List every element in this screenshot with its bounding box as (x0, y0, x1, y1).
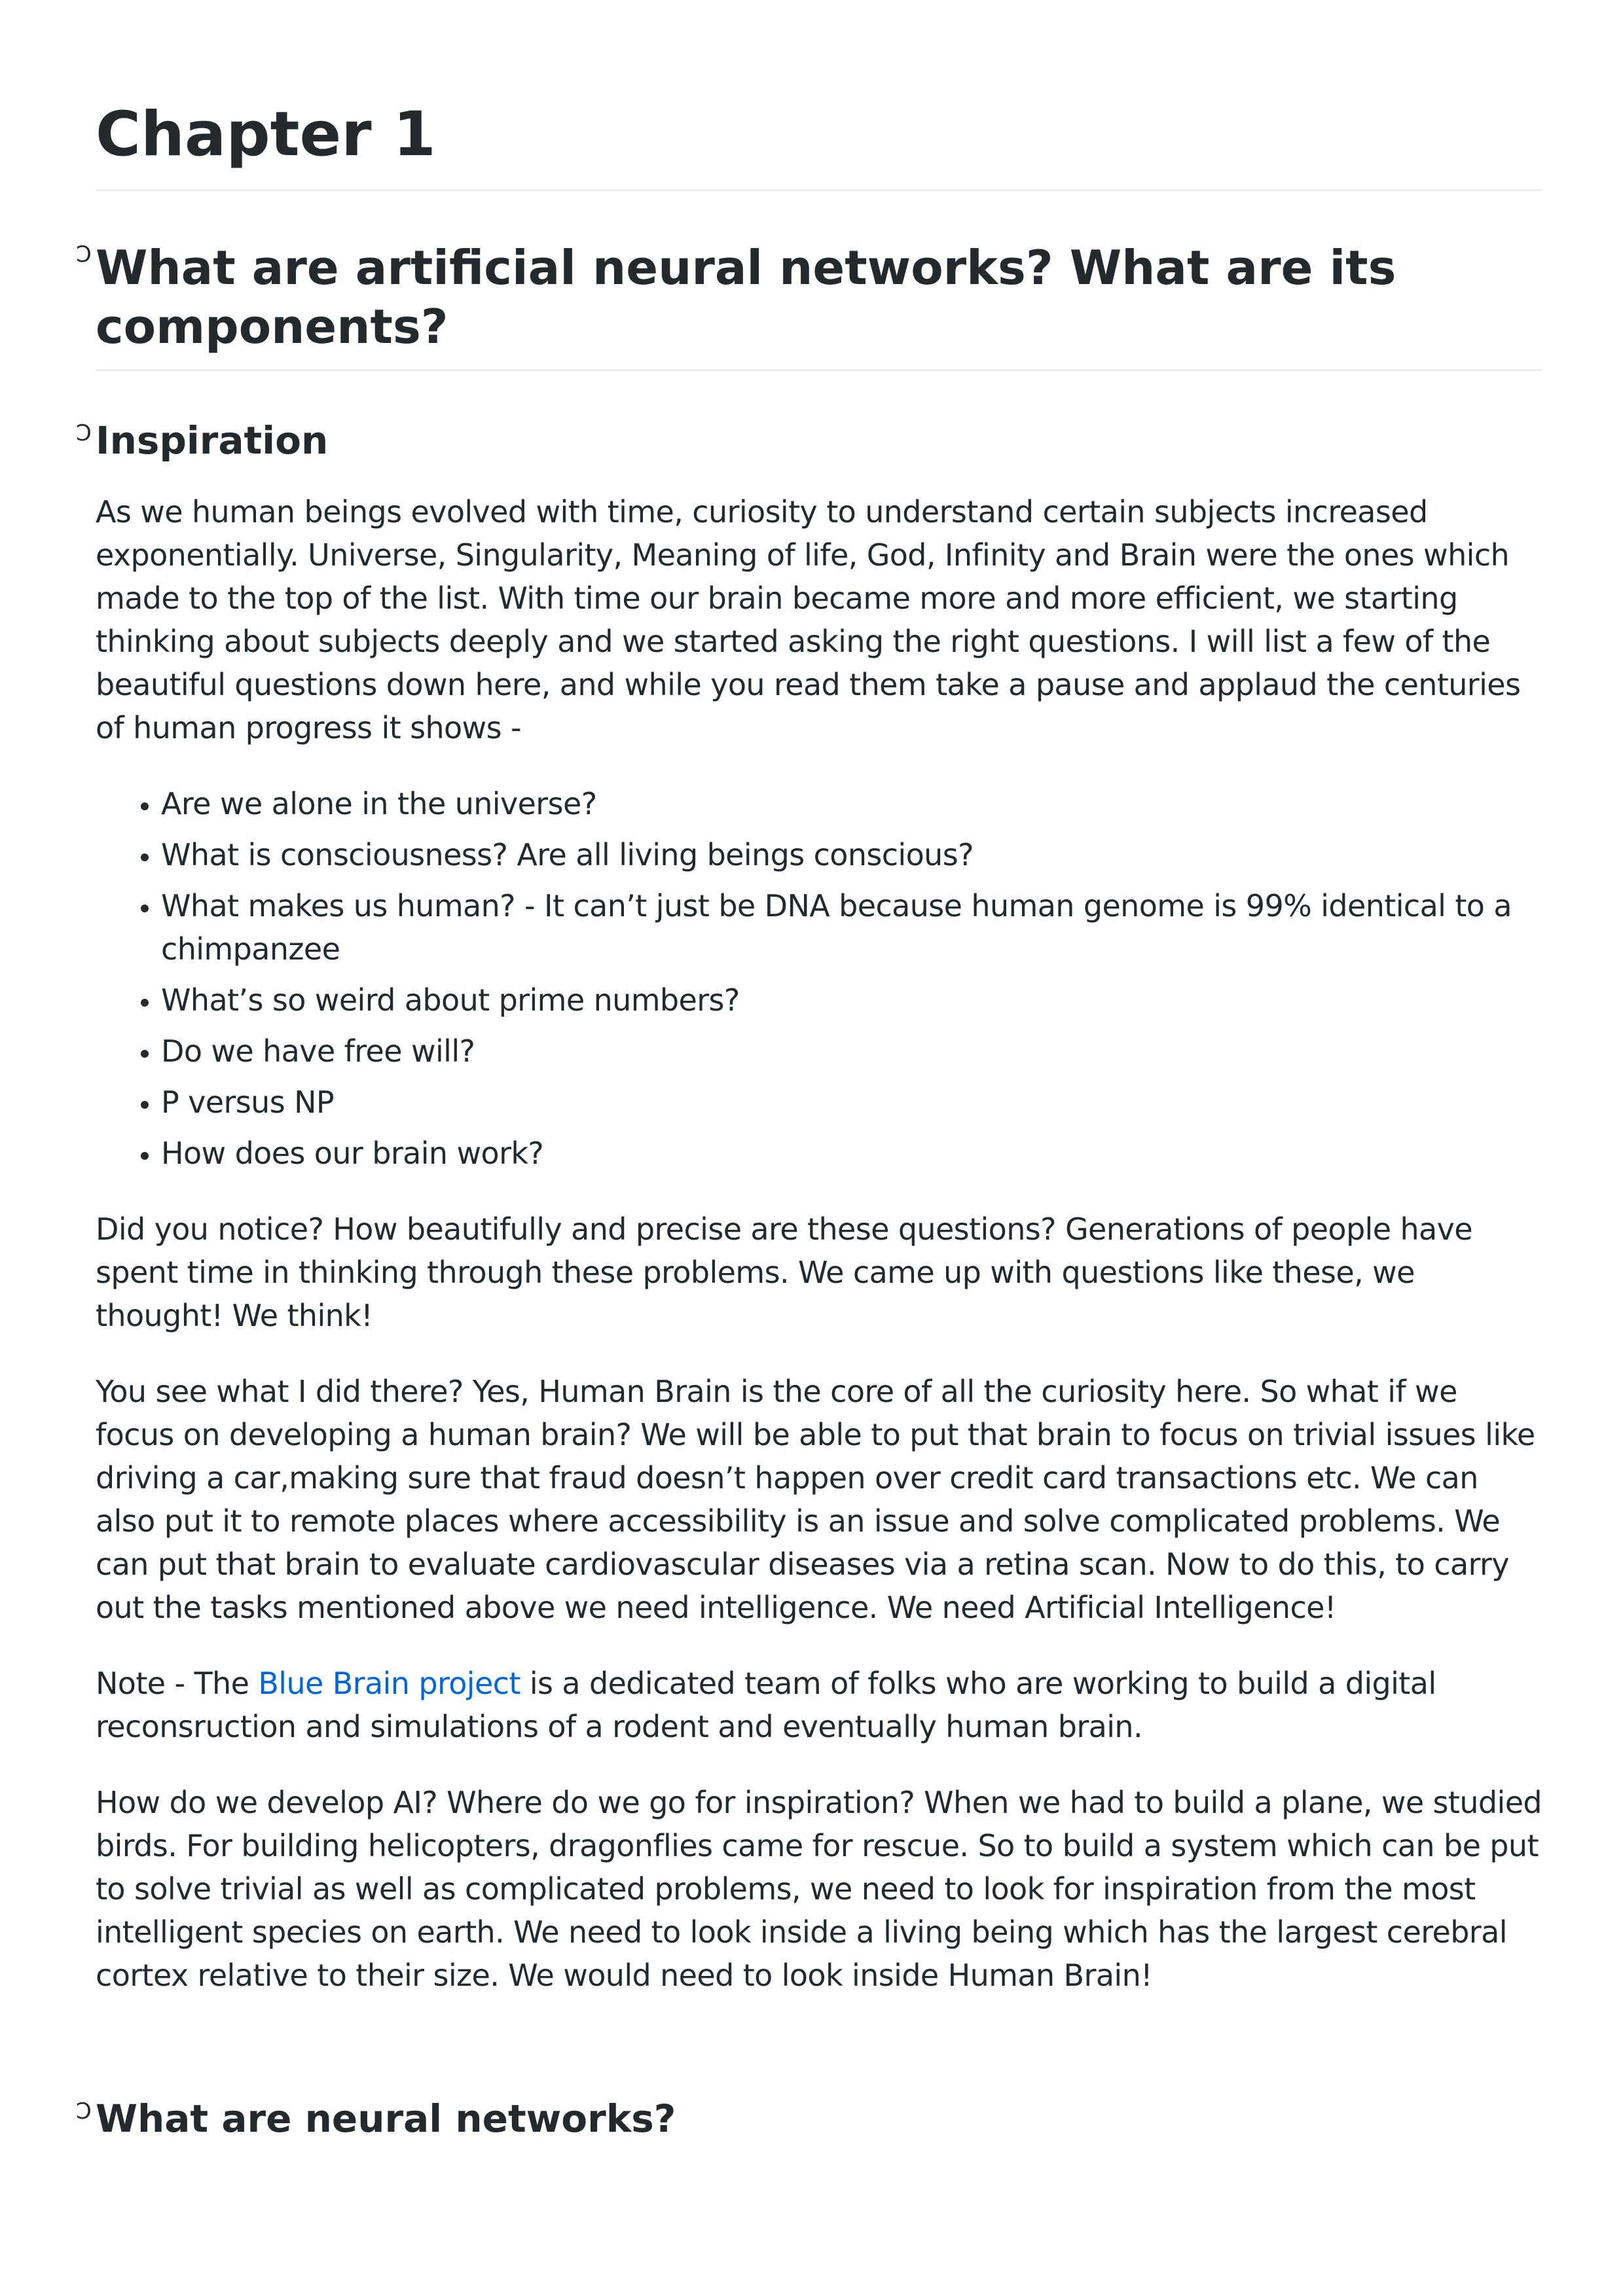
list-item: • P versus NP (161, 1081, 1542, 1124)
note-paragraph (96, 1662, 1542, 1748)
note-prefix: Note - The (96, 1666, 259, 1702)
section-heading (76, 238, 1542, 371)
list-item: • Are we alone in the universe? (161, 782, 1542, 825)
list-item: • What’s so weird about prime numbers? (161, 978, 1542, 1022)
list-item: • What makes us human? - It can’t just be DNA because human genome is 99% identical to a chimpanzee (161, 884, 1542, 971)
human-brain-paragraph: You see what I did there? Yes, Human Brain is the core of all the curiosity here. So what if we focus on developing a human brain? We will be able to put that brain to focus on trivial issues like driving a car,making sure that fraud doesn’t happen over credit card transactions etc. We can also put it to remote places where accessibility is an issue and solve complicated problems. We can put that brain to evaluate cardiovascular diseases via a retina scan. Now to do this, to carry out the tasks mentioned above we need intelligence. We need Artificial Intelligence! (96, 1374, 1535, 1626)
note-suffix: is a dedicated team of folks who are working to build a digital reconsruction and simulations of a rodent and eventually human brain. (96, 1666, 1436, 1745)
list-item: • What is consciousness? Are all living beings conscious? (161, 833, 1542, 876)
inspiration-heading (76, 417, 1542, 465)
anchor-link-icon[interactable]: Ↄ (76, 2098, 92, 2125)
blue-brain-project-link[interactable]: Blue Brain project (258, 1666, 520, 1702)
neural-networks-heading (76, 2095, 1542, 2143)
notice-paragraph: Did you notice? How beautifully and precise are these questions? Generations of people have spent time in thinking through these problems. We came up with questions like these, we thought! We think! (96, 1211, 1472, 1334)
section-heading-text: What are artificial neural networks? What are its components? (96, 240, 1396, 354)
list-item: • How does our brain work? (161, 1132, 1542, 1175)
questions-list (96, 782, 1542, 1175)
inspiration-heading-text: Inspiration (96, 418, 329, 463)
chapter-title: Chapter 1 (96, 98, 1542, 191)
list-item: • Do we have free will? (161, 1030, 1542, 1073)
develop-ai-paragraph: How do we develop AI? Where do we go for inspiration? When we had to build a plane, we studied birds. For building helicopters, dragonflies came for rescue. So to build a system which can be put to solve trivial as well as complicated problems, we need to look for inspiration from the most intelligent species on earth. We need to look inside a living being which has the largest cerebral cortex relative to their size. We would need to look inside Human Brain! (96, 1785, 1542, 1994)
anchor-link-icon[interactable]: Ↄ (76, 241, 92, 268)
intro-paragraph: As we human beings evolved with time, curiosity to understand certain subjects increased exponentially. Universe, Singularity, Meaning of life, God, Infinity and Brain were the ones which made to the top of the list. With time our brain became more and more efficient, we starting thinking about subjects deeply and we started asking the right questions. I will list a few of the beautiful questions down here, and while you read them take a pause and applaud the centuries of human progress it shows - (96, 494, 1521, 746)
neural-networks-heading-text: What are neural networks? (96, 2096, 676, 2142)
document-page (76, 98, 1542, 2143)
anchor-link-icon[interactable]: Ↄ (76, 420, 92, 446)
